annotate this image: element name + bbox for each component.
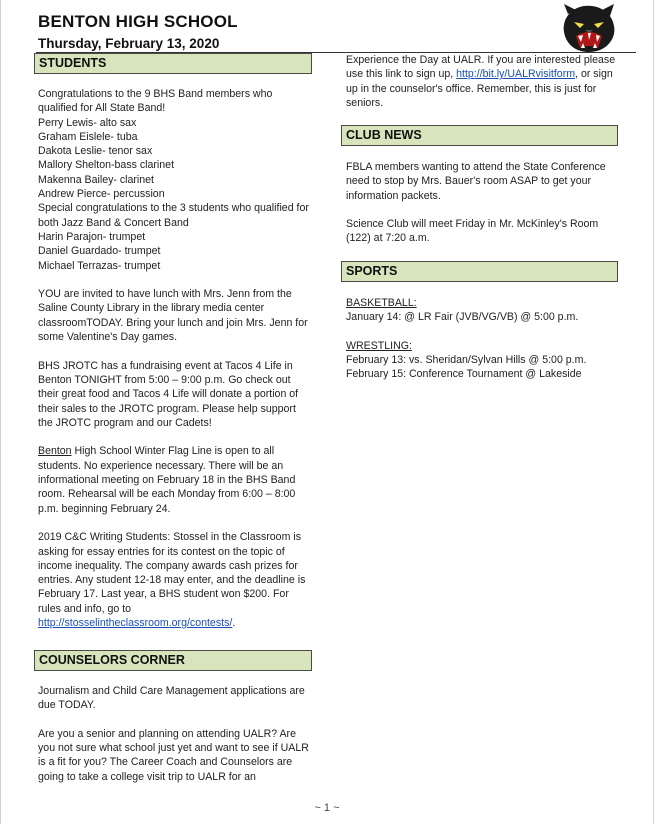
science-club-announcement: Science Club will meet Friday in Mr. McKinley's Room (122) at 7:20 a.m. <box>346 218 599 245</box>
band-member-2: Graham Eislele- tuba <box>38 130 138 143</box>
flag-line-announcement <box>38 444 310 515</box>
lunch-announcement: YOU are invited to have lunch with Mrs. Jenn from the Saline County Library in the library media center classroomTODAY. Bring your lunch and join Mrs. Jenn for some Valentine's Day games. <box>38 288 308 344</box>
page-border-left <box>0 0 1 824</box>
section-header-club-news: CLUB NEWS <box>341 125 618 146</box>
band-member-3: Dakota Leslie- tenor sax <box>38 145 153 158</box>
newsletter-date: Thursday, February 13, 2020 <box>38 36 220 51</box>
school-name: BENTON HIGH SCHOOL <box>38 12 238 31</box>
stossel-link[interactable]: http://stosselintheclassroom.org/contests/ <box>38 616 233 629</box>
jazz-member-3: Michael Terrazas- trumpet <box>38 259 161 272</box>
section-header-sports: SPORTS <box>341 261 618 282</box>
jazz-member-2: Daniel Guardado- trumpet <box>38 245 161 258</box>
jazz-member-1: Harin Parajon- trumpet <box>38 230 146 243</box>
band-intro: Congratulations to the 9 BHS Band members who qualified for All State Band! <box>38 88 273 115</box>
band-member-5: Makenna Bailey- clarinet <box>38 173 154 186</box>
band-member-1: Perry Lewis- alto sax <box>38 116 137 129</box>
basketball-game-1: January 14: @ LR Fair (JVB/VG/VB) @ 5:00 p.m. <box>346 311 579 324</box>
writing-link-period: . <box>232 616 236 629</box>
flag-line-first-word: Benton <box>38 445 72 458</box>
writing-announcement <box>38 530 310 630</box>
sports-content <box>346 296 618 382</box>
section-header-students: STUDENTS <box>34 53 312 74</box>
writing-text: 2019 C&C Writing Students: Stossel in the Classroom is asking for essay entries for its contest on the topic of income inequality. The company awards cash prizes for entries. Any student 12-18 may enter, and the deadline is February 17. Last year, a BHS student won $200. For rules and info, go to <box>38 531 306 615</box>
counselors-content <box>38 684 310 784</box>
basketball-label: BASKETBALL: <box>346 297 417 309</box>
jrotc-announcement: BHS JROTC has a fundraising event at Tacos 4 Life in Benton TONIGHT from 5:00 – 9:00 p.m. Go check out their great food and Tacos 4 Life will donate a portion of their sales to the JROTC program. Please help support the JROTC program and our Cadets! <box>38 359 299 429</box>
wrestling-match-2: February 15: Conference Tournament @ Lakeside <box>346 368 582 381</box>
fbla-announcement: FBLA members wanting to attend the State Conference need to stop by Mrs. Bauer's room ASAP to get your information packets. <box>346 161 606 202</box>
ualr-continued <box>346 53 618 110</box>
jazz-intro: Special congratulations to the 3 students who qualified for both Jazz Band & Concert Band <box>38 202 309 229</box>
club-news-content <box>346 160 618 246</box>
wrestling-match-1: February 13: vs. Sheridan/Sylvan Hills @ 5:00 p.m. <box>346 354 587 367</box>
students-content <box>38 87 310 630</box>
section-header-counselors: COUNSELORS CORNER <box>34 650 312 671</box>
band-member-4: Mallory Shelton-bass clarinet <box>38 159 175 172</box>
flag-line-text: High School Winter Flag Line is open to all students. No experience necessary. There will be an informational meeting on February 18 in the BHS Band room. Rehearsal will be each Monday from 6:00 – 8:00 p.m. beginning February 24. <box>38 445 296 515</box>
counselors-continued <box>346 53 618 110</box>
band-member-6: Andrew Pierce- percussion <box>38 188 165 201</box>
ualr-end-text: , or sign up in the counselor's office. Remember, this is just for seniors. <box>346 68 613 109</box>
ualr-announcement: Are you a senior and planning on attending UALR? Are you not sure what school just yet and want to see if UALR is a fit for you? The Career Coach and Counselors are going to take a college visit trip to UALR for an <box>38 727 309 783</box>
ualr-continued-text: Experience the Day at UALR. If you are interested please use this link to sign up, <box>346 54 616 81</box>
wrestling-label: WRESTLING: <box>346 339 412 352</box>
ualr-visit-link[interactable]: http://bit.ly/UALRvisitform <box>456 68 576 81</box>
page-number: ~ 1 ~ <box>314 802 340 814</box>
applications-announcement: Journalism and Child Care Management applications are due TODAY. <box>38 685 305 712</box>
panther-icon <box>558 2 620 54</box>
